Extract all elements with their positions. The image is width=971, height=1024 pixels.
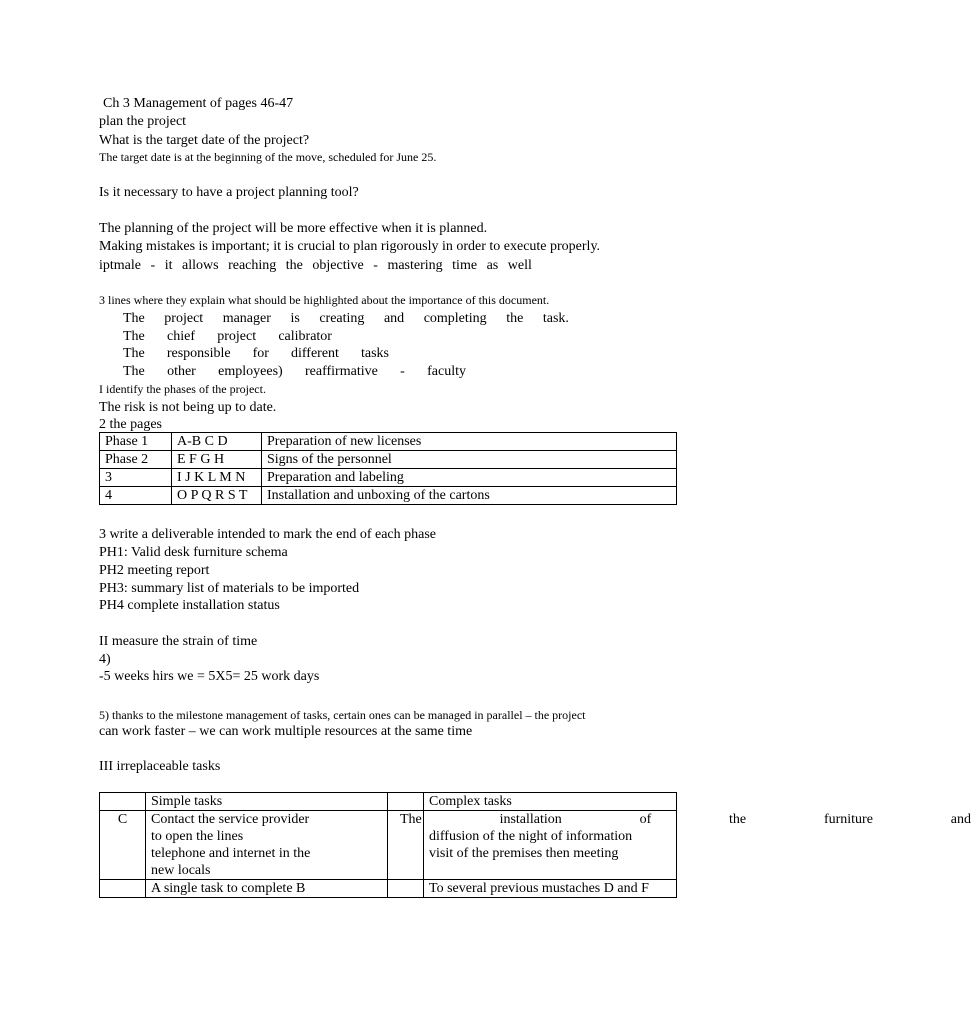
table-row <box>100 469 677 487</box>
word: project <box>217 329 257 344</box>
role-line-3 <box>123 345 389 363</box>
cell-line: visit of the premises then meeting <box>429 846 619 861</box>
table-row <box>100 451 677 469</box>
phase-cell: Phase 1 <box>100 433 172 451</box>
complex-task-first-line <box>400 811 971 828</box>
deliverable-item: PH1: Valid desk furniture schema <box>99 545 288 560</box>
deliverable-item: PH3: summary list of materials to be imported <box>99 581 360 596</box>
word: tasks <box>361 346 389 361</box>
role-line-2 <box>123 328 332 346</box>
risk-line: The risk is not being up to date. <box>99 400 277 415</box>
table-row <box>100 487 677 505</box>
cell-line: to open the lines <box>151 829 244 844</box>
word: - <box>400 364 405 379</box>
cell-line: diffusion of the night of information <box>429 829 633 844</box>
planning-line-3 <box>99 257 532 275</box>
word: - <box>150 258 156 273</box>
word: for <box>252 346 269 361</box>
word: The <box>123 329 145 344</box>
word: time <box>452 258 478 273</box>
deliverable-item: PH2 meeting report <box>99 563 210 578</box>
target-date-question: What is the target date of the project? <box>99 133 310 148</box>
time-calculation: -5 weeks hirs we = 5X5= 25 work days <box>99 669 320 684</box>
empty-cell <box>388 793 424 811</box>
word: reaching <box>228 258 277 273</box>
word: chief <box>167 329 195 344</box>
word: project <box>164 311 204 326</box>
word: the <box>285 258 303 273</box>
table-row <box>100 433 677 451</box>
word: employees) <box>218 364 283 379</box>
word: manager <box>222 311 271 326</box>
word: and <box>383 311 405 326</box>
time-number: 4) <box>99 652 111 667</box>
word: The <box>123 364 145 379</box>
deliverable-item: PH4 complete installation status <box>99 598 280 613</box>
word: The <box>123 346 145 361</box>
empty-cell <box>100 793 146 811</box>
role-line-1 <box>123 310 569 328</box>
word: faculty <box>427 364 466 379</box>
simple-tasks-header: Simple tasks <box>146 793 388 811</box>
tasks-cell: I J K L M N <box>172 469 262 487</box>
empty-cell <box>388 880 424 898</box>
word: The <box>123 311 145 326</box>
cell-line: telephone and internet in the <box>151 846 311 861</box>
word: the <box>506 311 524 326</box>
phase-table <box>99 432 677 505</box>
tasks-cell: E F G H <box>172 451 262 469</box>
word: calibrator <box>278 329 332 344</box>
description-cell: Preparation and labeling <box>262 469 677 487</box>
phase-cell: 3 <box>100 469 172 487</box>
word: it <box>164 258 173 273</box>
word: reaffirmative <box>305 364 378 379</box>
word: objective <box>312 258 364 273</box>
role-line-4 <box>123 363 466 381</box>
word: allows <box>182 258 219 273</box>
milestone-note: 5) thanks to the milestone management of tasks, certain ones can be managed in parallel – the project <box>99 708 586 722</box>
phase-cell: 4 <box>100 487 172 505</box>
word: different <box>291 346 339 361</box>
word: responsible <box>166 346 231 361</box>
planning-line-2: Making mistakes is important; it is crucial to plan rigorously in order to execute properly. <box>99 239 601 254</box>
table-row <box>100 793 677 811</box>
complex-task-cell: To several previous mustaches D and F <box>424 880 677 898</box>
tasks-heading: III irreplaceable tasks <box>99 759 221 774</box>
row-label: C <box>100 811 146 880</box>
word: of <box>639 812 652 827</box>
word: well <box>507 258 532 273</box>
table-row <box>100 880 677 898</box>
cell-line: new locals <box>151 863 211 878</box>
word: completing <box>423 311 487 326</box>
milestone-note-cont: can work faster – we can work multiple resources at the same time <box>99 724 473 739</box>
description-cell: Preparation of new licenses <box>262 433 677 451</box>
highlight-intro: 3 lines where they explain what should be highlighted about the importance of this document. <box>99 293 550 307</box>
word: The <box>400 812 422 827</box>
complex-tasks-header: Complex tasks <box>424 793 677 811</box>
word: as <box>486 258 499 273</box>
simple-task-cell <box>146 811 388 880</box>
target-date-answer: The target date is at the beginning of the move, scheduled for June 25. <box>99 150 437 164</box>
word: the <box>729 812 747 827</box>
deliverable-intro: 3 write a deliverable intended to mark the end of each phase <box>99 527 437 542</box>
phase-cell: Phase 2 <box>100 451 172 469</box>
tasks-cell: O P Q R S T <box>172 487 262 505</box>
word: other <box>167 364 196 379</box>
planning-tool-question: Is it necessary to have a project planning tool? <box>99 185 359 200</box>
word: - <box>373 258 378 273</box>
planning-line-1: The planning of the project will be more effective when it is planned. <box>99 221 488 236</box>
doc-title: Ch 3 Management of pages 46-47 <box>103 96 294 111</box>
time-heading: II measure the strain of time <box>99 634 258 649</box>
word: creating <box>319 311 365 326</box>
word: iptmale <box>99 258 141 273</box>
word: furniture <box>823 812 873 827</box>
description-cell: Installation and unboxing of the cartons <box>262 487 677 505</box>
tasks-cell: A-B C D <box>172 433 262 451</box>
word: and <box>950 812 971 827</box>
identify-phases: I identify the phases of the project. <box>99 382 266 396</box>
word: mastering <box>387 258 443 273</box>
tasks-table <box>99 792 971 898</box>
cell-line: Contact the service provider <box>151 812 310 827</box>
empty-cell <box>100 880 146 898</box>
simple-task-cell: A single task to complete B <box>146 880 388 898</box>
doc-subtitle: plan the project <box>99 114 187 129</box>
table-row <box>100 811 677 880</box>
pages-label: 2 the pages <box>99 417 162 432</box>
description-cell: Signs of the personnel <box>262 451 677 469</box>
word: task. <box>542 311 569 326</box>
word: is <box>290 311 300 326</box>
word: installation <box>499 812 562 827</box>
